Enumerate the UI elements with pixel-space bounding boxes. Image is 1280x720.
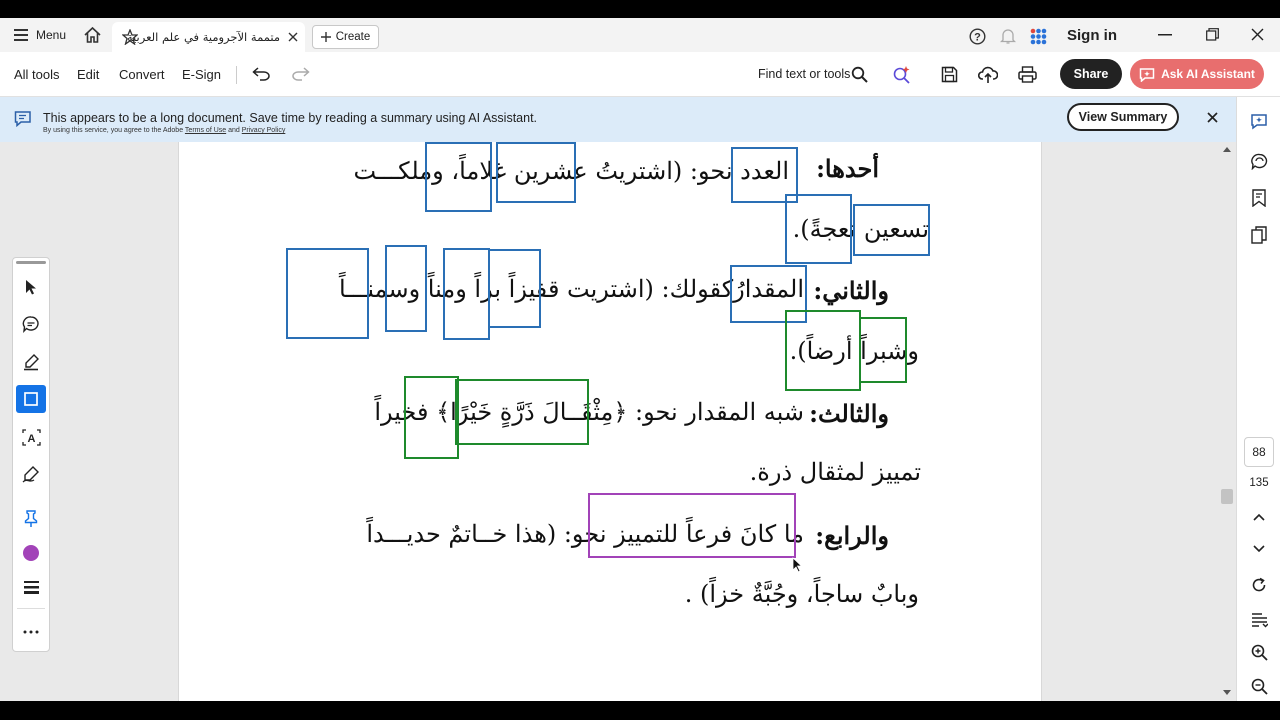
draw-tool[interactable] <box>13 459 49 489</box>
zoom-out-icon <box>1251 678 1268 695</box>
svg-text:A: A <box>27 432 35 445</box>
line-weight-tool[interactable] <box>13 572 49 602</box>
comments-panel-button[interactable] <box>1237 147 1280 175</box>
annotation-box-blue[interactable] <box>286 248 369 339</box>
draw-icon <box>22 465 41 483</box>
select-arrow-icon <box>24 279 38 295</box>
help-icon[interactable] <box>969 28 986 45</box>
pages-panel-button[interactable] <box>1237 221 1280 249</box>
ai-summary-icon <box>14 110 32 127</box>
search-icon[interactable] <box>851 66 868 83</box>
text-box-tool[interactable] <box>13 422 49 452</box>
sign-in-button[interactable]: Sign in <box>1067 27 1117 44</box>
p2-heading: والثاني: <box>813 276 889 305</box>
p2-text: المقدارُكقولك: (اشتريت قفيزاً براً ومناً وسمنـــاً <box>338 275 804 303</box>
bottom-edge <box>0 701 1280 720</box>
scroll-up-icon[interactable] <box>1223 146 1231 152</box>
zoom-out-button[interactable] <box>1237 672 1280 700</box>
minimize-icon[interactable] <box>1158 34 1172 36</box>
menu-label: Menu <box>36 28 67 42</box>
scrollbar-thumb[interactable] <box>1221 489 1233 504</box>
more-icon <box>23 630 39 634</box>
svg-text:?: ? <box>974 31 981 44</box>
annotation-box-green[interactable] <box>404 376 459 459</box>
bookmarks-panel-button[interactable] <box>1237 184 1280 212</box>
color-icon <box>22 544 40 562</box>
annotation-box-blue[interactable] <box>785 194 852 264</box>
bookmarks-icon <box>1251 189 1267 207</box>
summary-banner <box>0 97 1236 142</box>
esign-button[interactable]: E-Sign <box>182 66 222 82</box>
p2-continuation: وشبراً أرضاً). <box>789 337 919 365</box>
rectangle-tool[interactable] <box>13 384 49 414</box>
ask-ai-assistant-button[interactable] <box>1130 59 1264 89</box>
annotation-box-green[interactable] <box>859 317 907 383</box>
compare-icon <box>1251 611 1268 628</box>
document-tab[interactable] <box>112 22 305 52</box>
zoom-in-button[interactable] <box>1237 638 1280 666</box>
annotation-box-blue[interactable] <box>488 249 541 328</box>
apps-icon[interactable] <box>1030 28 1047 45</box>
p4-text: ما كانَ فرعاً للتمييز نحو: (هذا خــاتمٌ حديـــداً <box>366 520 804 548</box>
refresh-icon <box>1251 577 1267 593</box>
annotation-box-purple[interactable] <box>588 493 796 558</box>
annotation-box-green[interactable] <box>785 310 861 391</box>
pdf-page <box>178 142 1042 701</box>
banner-legal <box>43 127 285 134</box>
annotation-box-blue[interactable] <box>385 245 427 332</box>
scroll-down-icon[interactable] <box>1223 690 1231 696</box>
close-icon[interactable] <box>288 32 298 42</box>
window-close-icon[interactable] <box>1251 28 1264 41</box>
share-button[interactable]: Share <box>1060 59 1122 89</box>
p3-continuation: تمييز لمثقال ذرة. <box>749 458 921 486</box>
page-total: 135 <box>1249 477 1269 489</box>
p1-continuation: تسعين نعجةً). <box>792 215 929 243</box>
annotation-box-blue[interactable] <box>425 142 492 212</box>
pin-tool[interactable] <box>13 504 49 534</box>
mouse-cursor <box>792 557 803 573</box>
copy-icon <box>1251 226 1267 244</box>
create-label: Create <box>335 31 371 43</box>
annotation-box-blue[interactable] <box>443 248 490 340</box>
redo-icon[interactable] <box>291 67 310 81</box>
p3-text: شبه المقدار نحو: ﴿مِثْقَــالَ ذَرَّةٍ خَيْرًا﴾ فخيراً <box>374 398 804 426</box>
highlight-tool[interactable] <box>13 347 49 377</box>
hamburger-icon <box>14 29 28 41</box>
ask-ai-label: Ask AI Assistant <box>1161 67 1255 81</box>
home-button[interactable] <box>83 26 102 49</box>
panel-drag-handle[interactable] <box>16 261 46 264</box>
print-icon[interactable] <box>1018 66 1037 83</box>
legal-prefix: By using this service, you agree to the Adobe <box>43 127 184 134</box>
home-icon <box>83 26 102 44</box>
chevron-down-icon <box>1253 545 1265 553</box>
find-text-button[interactable]: Find text or tools <box>758 67 851 81</box>
next-page-button[interactable] <box>1237 535 1280 563</box>
upload-icon[interactable] <box>978 65 998 84</box>
panel-divider <box>17 608 45 609</box>
privacy-link[interactable]: Privacy Policy <box>241 127 286 134</box>
p1-heading: أحدها: <box>816 154 879 183</box>
terms-link[interactable]: Terms of Use <box>184 127 227 134</box>
pin-icon <box>24 510 38 528</box>
refresh-button[interactable] <box>1237 571 1280 599</box>
annotation-tools-panel <box>12 257 50 652</box>
p3-heading: والثالث: <box>809 399 889 428</box>
bell-icon[interactable] <box>1000 28 1016 45</box>
annotation-box-blue[interactable] <box>496 142 576 203</box>
previous-page-button[interactable] <box>1237 503 1280 531</box>
p1-text: العدد نحو: (اشتريتُ عشرين غلاماً، وملكـــت <box>353 157 789 185</box>
all-tools-button[interactable]: All tools <box>14 66 60 82</box>
compare-button[interactable] <box>1237 605 1280 633</box>
active-tool-highlight <box>16 385 46 413</box>
comment-tool[interactable] <box>13 309 49 339</box>
right-side-rail <box>1236 97 1280 701</box>
page-number-input[interactable]: 88 <box>1244 437 1274 467</box>
ai-search-icon[interactable] <box>892 65 911 84</box>
zoom-in-icon <box>1251 644 1268 661</box>
menu-button[interactable] <box>14 18 66 52</box>
convert-button[interactable]: Convert <box>119 66 165 82</box>
create-button[interactable] <box>312 25 379 49</box>
lines-icon <box>24 581 39 594</box>
view-summary-button[interactable]: View Summary <box>1067 103 1179 131</box>
ai-panel-button[interactable] <box>1237 107 1280 135</box>
annotation-box-green[interactable] <box>455 379 589 445</box>
p4-continuation: وبابٌ ساجاً، وجُبَّةٌ خزاً) . <box>684 580 919 608</box>
select-tool[interactable] <box>13 272 49 302</box>
plus-icon <box>321 32 331 42</box>
annotation-box-blue[interactable] <box>853 204 930 256</box>
more-tools-button[interactable] <box>13 617 49 647</box>
save-icon[interactable] <box>941 66 958 83</box>
p4-heading: والرابع: <box>815 521 889 550</box>
banner-close-icon[interactable] <box>1207 112 1218 123</box>
comment-icon <box>22 315 40 333</box>
banner-message: This appears to be a long document. Save time by reading a summary using AI Assistant. <box>43 111 538 125</box>
rectangle-icon <box>24 392 38 406</box>
chevron-up-icon <box>1253 513 1265 521</box>
edit-button[interactable]: Edit <box>77 66 100 82</box>
undo-icon[interactable] <box>252 67 271 81</box>
legal-and: and <box>228 127 240 134</box>
document-scrollbar[interactable] <box>1220 142 1234 701</box>
highlight-icon <box>22 353 40 371</box>
comments-panel-icon <box>1251 153 1268 170</box>
text-box-icon <box>22 429 41 446</box>
tab-title: متممة الآجرومية في علم العربية <box>126 30 280 44</box>
ai-assistant-icon <box>1139 67 1155 82</box>
toolbar-divider <box>236 66 237 84</box>
ai-panel-icon <box>1250 112 1268 130</box>
color-picker[interactable] <box>13 538 49 568</box>
restore-icon[interactable] <box>1206 28 1219 41</box>
